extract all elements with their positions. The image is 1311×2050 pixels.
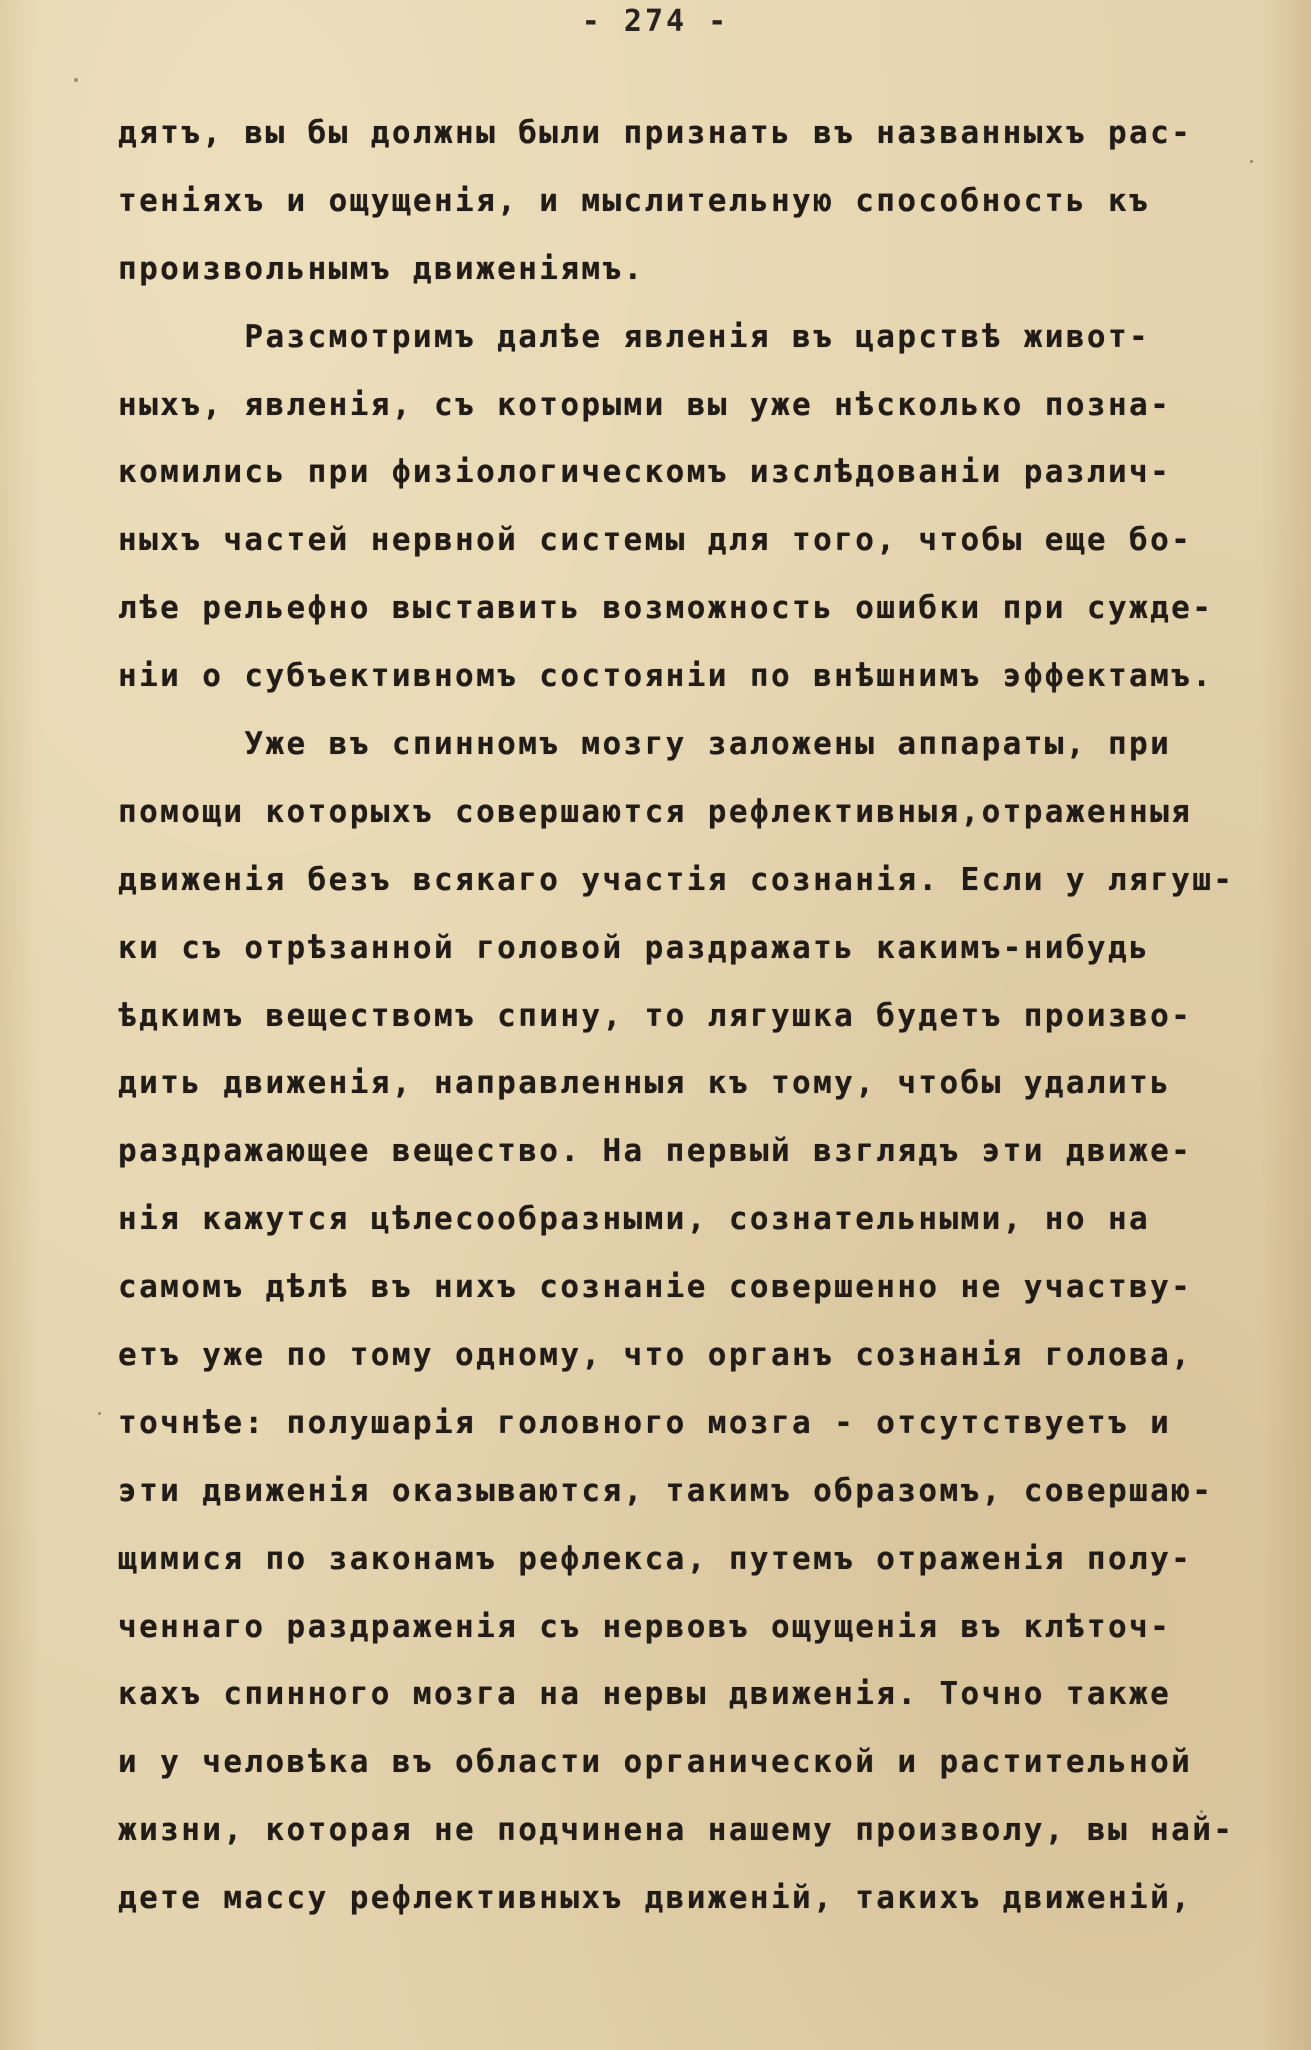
text-line: движенія безъ всякаго участія сознанія. Если у лягуш- [118, 861, 1235, 898]
text-line: раздражающее вещество. На первый взглядъ эти движе- [118, 1133, 1193, 1170]
text-line: ніи о субъективномъ состояніи по внѣшнимъ эффектамъ. [118, 658, 1214, 695]
text-line: ки съ отрѣзанной головой раздражать какимъ-нибудь [118, 929, 1151, 966]
paper-speck [74, 78, 78, 82]
text-line: дить движенія, направленныя къ тому, чтобы удалить [118, 1065, 1172, 1102]
page-number: - 274 - [581, 4, 730, 39]
text-line: ныхъ, явленія, съ которыми вы уже нѣсколько позна- [118, 386, 1172, 423]
text-line: дете массу рефлективныхъ движеній, такихъ движеній, [118, 1880, 1193, 1917]
paragraph-start-line: Разсмотримъ далѣе явленія въ царствѣ живот- [118, 318, 1151, 355]
text-line: дятъ, вы бы должны были признать въ названныхъ рас- [118, 115, 1193, 151]
paragraph-start-line: Уже въ спинномъ мозгу заложены аппараты, при [118, 726, 1172, 763]
text-line: ныхъ частей нервной системы для того, чтобы еще бо- [118, 522, 1193, 559]
text-line: комились при физіологическомъ изслѣдованіи различ- [118, 454, 1172, 491]
text-line: ѣдкимъ веществомъ спину, то лягушка будетъ произво- [118, 997, 1193, 1034]
text-line: щимися по законамъ рефлекса, путемъ отраженія полу- [118, 1540, 1193, 1577]
text-line: точнѣе: полушарія головного мозга - отсутствуетъ и [118, 1404, 1172, 1441]
text-line: жизни, которая не подчинена нашему произволу, вы най- [118, 1812, 1235, 1849]
text-line: самомъ дѣлѣ въ нихъ сознаніе совершенно не участву- [118, 1269, 1193, 1306]
text-line: теніяхъ и ощущенія, и мыслительную способность къ [118, 182, 1151, 219]
text-line: произвольнымъ движеніямъ. [118, 250, 645, 287]
text-line: ченнаго раздраженія съ нервовъ ощущенія въ клѣточ- [118, 1608, 1172, 1645]
text-line: помощи которыхъ совершаются рефлективныя,отраженныя [118, 793, 1193, 830]
text-line: и у человѣка въ области органической и растительной [118, 1744, 1193, 1781]
text-line: лѣе рельефно выставить возможность ошибки при сужде- [118, 590, 1214, 627]
text-line: кахъ спинного мозга на нервы движенія. Точно также [118, 1676, 1172, 1713]
body-text [118, 100, 1235, 1933]
text-line: етъ уже по тому одному, что органъ сознанія голова, [118, 1337, 1193, 1374]
paper-speck [1250, 160, 1253, 163]
paper-speck [1200, 1810, 1203, 1813]
text-line: нія кажутся цѣлесообразными, сознательными, но на [118, 1201, 1151, 1238]
text-line: эти движенія оказываются, такимъ образомъ, совершаю- [118, 1472, 1214, 1509]
paper-speck [98, 1412, 101, 1415]
